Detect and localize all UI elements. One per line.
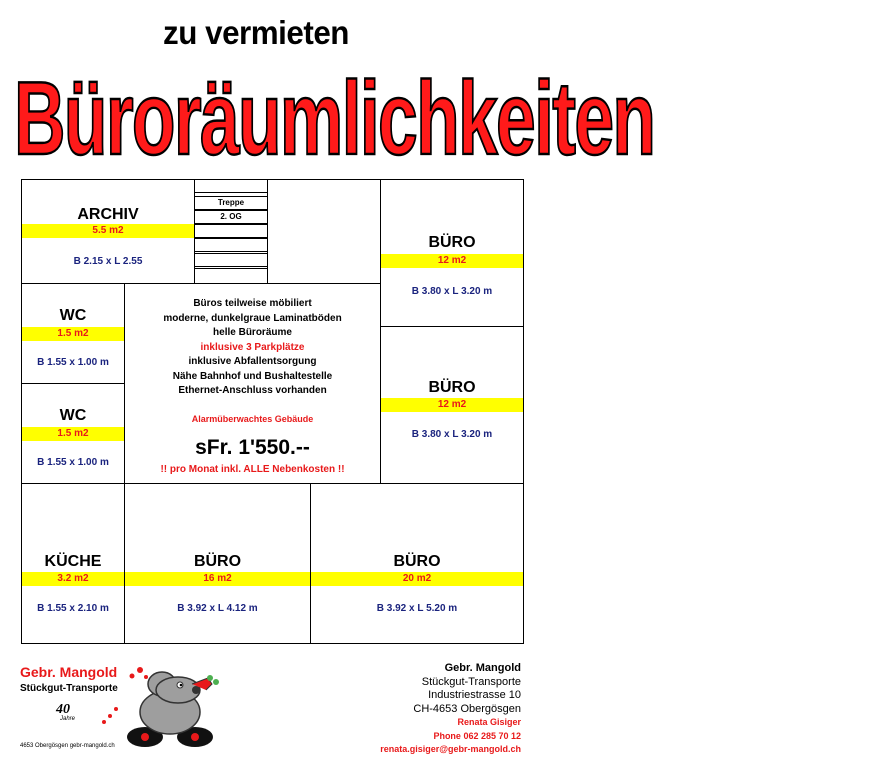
info-line: Nähe Bahnhof und Bushaltestelle <box>172 370 333 382</box>
room-buero-1 <box>380 179 524 327</box>
alarm-note: Alarmüberwachtes Gebäude <box>191 413 314 424</box>
address-line: Stückgut-Transporte <box>421 675 521 688</box>
anniversary-number: 40 <box>56 702 70 717</box>
info-line: Büros teilweise möbiliert <box>193 298 312 309</box>
stair-step <box>194 253 268 267</box>
stair-step <box>194 224 268 238</box>
info-line: inklusive Abfallentsorgung <box>188 356 317 367</box>
contact-name: Renata Gisiger <box>457 717 521 727</box>
room-name: WC <box>59 307 87 324</box>
stair-step <box>194 238 268 252</box>
room-dimensions: B 2.15 x L 2.55 <box>73 256 143 267</box>
room-buero-3 <box>124 483 311 644</box>
heading: zu vermieten <box>163 14 349 51</box>
room-area: 12 m2 <box>381 254 523 268</box>
room-name: KÜCHE <box>44 553 102 570</box>
room-wc-2 <box>21 383 125 484</box>
anniversary-label: Jahre <box>60 716 76 722</box>
room-area: 1.5 m2 <box>22 327 124 341</box>
room-dimensions: B 3.80 x L 3.20 m <box>411 429 493 440</box>
logo-subtitle: Stückgut-Transporte <box>20 683 118 694</box>
stair-floor-label: 2. OG <box>194 210 268 224</box>
room-name: BÜRO <box>393 553 441 570</box>
contact-phone: Phone 062 285 70 12 <box>433 730 521 741</box>
room-dimensions: B 3.80 x L 3.20 m <box>411 286 493 297</box>
info-line-highlight: inklusive 3 Parkplätze <box>200 341 305 353</box>
room-kueche <box>21 483 125 644</box>
room-name: BÜRO <box>193 553 242 570</box>
company-logo <box>20 664 225 754</box>
room-area: 16 m2 <box>125 572 310 586</box>
room-area: 5.5 m2 <box>22 224 194 238</box>
info-line: Ethernet-Anschluss vorhanden <box>178 385 327 396</box>
stair-label: Treppe <box>194 196 268 210</box>
room-area: 1.5 m2 <box>22 427 124 441</box>
room-area: 12 m2 <box>381 398 523 412</box>
address-line: CH-4653 Obergösgen <box>413 702 521 715</box>
info-text <box>124 283 381 475</box>
info-line: helle Büroräume <box>213 327 292 338</box>
stair-step <box>194 179 268 193</box>
price-note: !! pro Monat inkl. ALLE Nebenkosten !! <box>160 464 345 475</box>
contact-address <box>380 662 521 757</box>
room-buero-4 <box>310 483 524 644</box>
address-company: Gebr. Mangold <box>444 662 521 674</box>
price: sFr. 1'550.-- <box>195 436 310 459</box>
logo-footer: 4653 Obergösgen gebr-mangold.ch <box>20 743 115 749</box>
room-archiv <box>21 179 195 284</box>
hallway <box>267 179 381 284</box>
page-title: Büroräumlichkeiten <box>14 61 655 178</box>
room-name: WC <box>59 407 87 424</box>
room-area: 3.2 m2 <box>22 572 124 586</box>
room-dimensions: B 1.55 x 2.10 m <box>37 603 109 614</box>
stair-step <box>194 268 268 284</box>
room-dimensions: B 3.92 x L 5.20 m <box>376 603 458 614</box>
room-name: ARCHIV <box>77 206 139 223</box>
room-buero-2 <box>380 326 524 484</box>
room-wc-1 <box>21 283 125 384</box>
room-name: BÜRO <box>428 379 476 396</box>
contact-email[interactable]: renata.gisiger@gebr-mangold.ch <box>380 744 521 754</box>
room-name: BÜRO <box>428 234 476 251</box>
room-dimensions: B 1.55 x 1.00 m <box>37 357 109 368</box>
room-dimensions: B 1.55 x 1.00 m <box>37 457 109 468</box>
logo-name: Gebr. Mangold <box>20 664 118 680</box>
room-dimensions: B 3.92 x L 4.12 m <box>177 603 258 614</box>
mouse-mascot-icon <box>100 664 225 752</box>
address-line: Industriestrasse 10 <box>428 689 521 701</box>
info-line: moderne, dunkelgraue Laminatböden <box>163 312 342 324</box>
room-area: 20 m2 <box>311 572 523 586</box>
